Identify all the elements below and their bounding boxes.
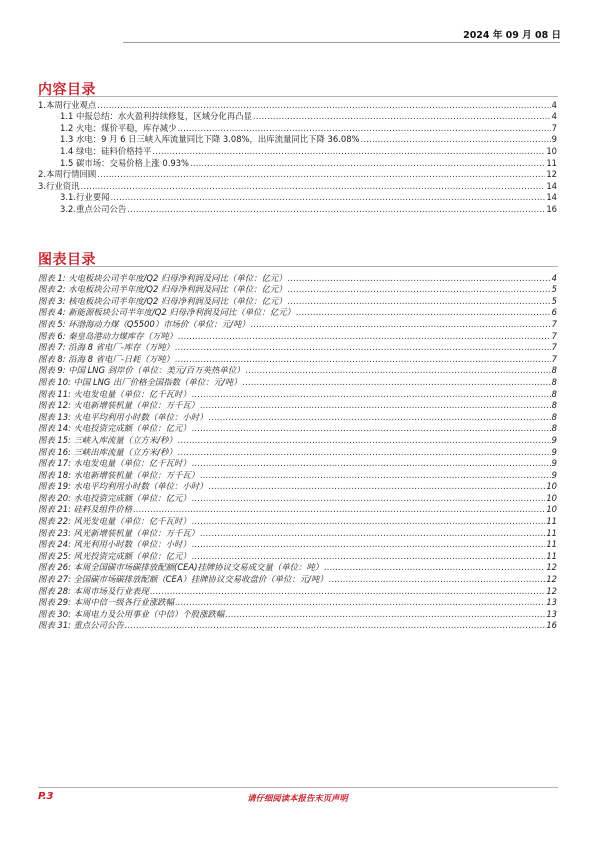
dot-leader [192, 458, 551, 469]
figure-entry-label: 图表 14: 火电投资完成额（单位：亿元） [38, 423, 191, 434]
figure-entry-label: 图表 10: 中国 LNG 出厂价格全国指数（单位：元/吨） [38, 376, 242, 387]
dot-leader [178, 435, 551, 446]
figure-entry-page: 5 [551, 284, 557, 295]
dot-leader [296, 307, 551, 318]
dot-leader [288, 284, 551, 295]
figure-entry[interactable] [38, 388, 557, 400]
figure-entry[interactable] [38, 353, 557, 365]
figure-entry-page: 11 [546, 539, 557, 550]
dot-leader [251, 319, 551, 330]
figure-entry-page: 11 [546, 550, 557, 561]
dot-leader [133, 504, 545, 515]
figure-entry-page: 13 [546, 608, 557, 619]
toc-entry-label: 1.5 碳市场：交易价格上涨 0.93% [60, 157, 189, 168]
toc-entry[interactable] [38, 180, 557, 192]
dot-leader [200, 528, 545, 539]
dot-leader [125, 620, 546, 631]
toc-entry-page: 9 [551, 134, 557, 145]
dot-leader [200, 470, 550, 481]
page-number: P.3 [38, 791, 54, 802]
figure-entry-label: 图表 1: 火电板块公司半年度/Q2 归母净利润及同比（单位：亿元） [38, 272, 287, 283]
figure-entry-label: 图表 16: 三峡出库流量（立方米/秒） [38, 446, 177, 457]
figure-entry-label: 图表 18: 水电新增装机量（单位：万千瓦） [38, 469, 200, 480]
figure-entry[interactable] [38, 330, 557, 342]
footer-disclaimer: 请仔细阅读本报告末页声明 [247, 793, 348, 803]
dot-leader [209, 412, 551, 423]
figure-entry[interactable] [38, 562, 557, 574]
dot-leader [150, 586, 545, 597]
figure-entry[interactable] [38, 573, 557, 585]
dot-leader [175, 354, 551, 365]
figure-entry-label: 图表 9: 中国 LNG 到岸价（单位：美元/百万英热单位） [38, 365, 245, 376]
dot-leader [192, 551, 546, 562]
toc-entry-label: 3.1.行业要闻 [60, 192, 110, 203]
dot-leader [97, 100, 550, 111]
toc-entry-label: 1.3 水电：9 月 6 日三峡入库流量同比下降 3.08%，出库流量同比下降 36.08% [60, 134, 360, 145]
figure-entry-page: 10 [546, 481, 557, 492]
dot-leader [127, 204, 545, 215]
dot-leader [192, 389, 551, 400]
figure-entry-page: 8 [551, 365, 557, 376]
dot-leader [324, 562, 545, 573]
figure-entry-page: 13 [546, 597, 557, 608]
figure-entry-page: 16 [546, 620, 557, 631]
figure-entry-page: 10 [546, 504, 557, 515]
figure-entry[interactable] [38, 284, 557, 296]
figure-entry-label: 图表 6: 秦皇岛港动力煤库存（万吨） [38, 330, 178, 341]
toc-entry[interactable] [38, 111, 557, 123]
figure-entry[interactable] [38, 423, 557, 435]
figure-entry-page: 7 [551, 318, 557, 329]
figure-entry[interactable] [38, 597, 557, 609]
figure-entry-label: 图表 2: 水电板块公司半年度/Q2 归母净利润及同比（单位：亿元） [38, 284, 287, 295]
figure-entry-label: 图表 20: 水电投资完成额（单位：亿元） [38, 492, 191, 503]
toc-entry-page: 7 [551, 122, 557, 133]
toc-entry-label: 3.行业资讯 [38, 180, 80, 191]
dot-leader [177, 123, 550, 134]
toc-entry-page: 16 [546, 203, 557, 214]
figure-entry-label: 图表 15: 三峡入库流量（立方米/秒） [38, 434, 177, 445]
figure-entry-page: 8 [551, 400, 557, 411]
dot-leader [243, 377, 551, 388]
dot-leader [192, 493, 546, 504]
figure-entry[interactable] [38, 608, 557, 620]
figure-entry-label: 图表 8: 沿海 8 省电厂-日耗（万吨） [38, 353, 175, 364]
figure-entry-page: 9 [551, 446, 557, 457]
figure-entry-page: 9 [551, 469, 557, 480]
dot-leader [110, 192, 545, 203]
toc-entry[interactable] [38, 157, 557, 169]
figure-entry-page: 10 [546, 492, 557, 503]
figure-entry-label: 图表 19: 水电平均利用小时数（单位：小时） [38, 481, 208, 492]
dot-leader [288, 273, 551, 284]
dot-leader [192, 423, 551, 434]
figure-entry-label: 图表 7: 沿海 8 省电厂-库存（万吨） [38, 342, 175, 353]
dot-leader [200, 400, 550, 411]
dot-leader [178, 331, 551, 342]
dot-leader [209, 481, 546, 492]
dot-leader [178, 447, 551, 458]
figure-entry-label: 图表 5: 环渤海动力煤（Q5500）市场价（单位：元/吨） [38, 318, 250, 329]
dot-leader [225, 609, 545, 620]
toc-entry-page: 10 [546, 145, 557, 156]
figure-entry[interactable] [38, 458, 557, 470]
figure-entry-label: 图表 25: 风光投资完成额（单位：亿元） [38, 550, 191, 561]
figure-entry[interactable] [38, 318, 557, 330]
figure-entry-label: 图表 22: 风光发电量（单位：亿千瓦时） [38, 516, 191, 527]
toc-entry[interactable] [38, 122, 557, 134]
toc-title-divider [38, 96, 558, 97]
figure-entry-page: 12 [546, 585, 557, 596]
toc-entry[interactable] [38, 169, 557, 181]
figure-entry-label: 图表 31: 重点公司公告 [38, 620, 124, 631]
toc-entry[interactable] [38, 99, 557, 111]
toc-entry[interactable] [38, 192, 557, 204]
toc-list [38, 99, 557, 215]
figure-entry-label: 图表 21: 硅料及组件价格 [38, 504, 133, 515]
header-divider [123, 42, 560, 43]
figure-entry-page: 8 [551, 388, 557, 399]
figure-entry-label: 图表 12: 火电新增装机量（单位：万千瓦） [38, 400, 200, 411]
figure-entry-label: 图表 27: 全国碳市场碳排放配额（CEA）挂牌协议交易收盘价（单位：元/吨） [38, 574, 328, 585]
toc-entry-page: 14 [546, 180, 557, 191]
dot-leader [97, 169, 545, 180]
figure-entry[interactable] [38, 504, 557, 516]
figure-entry-label: 图表 4: 新能源板块公司半年度/Q2 归母净利润及同比（单位：亿元） [38, 307, 296, 318]
figure-entry-label: 图表 23: 风光新增装机量（单位：万千瓦） [38, 527, 200, 538]
toc-entry-page: 14 [546, 192, 557, 203]
figure-entry[interactable] [38, 434, 557, 446]
figure-entry-page: 12 [546, 562, 557, 573]
figure-entry[interactable] [38, 365, 557, 377]
figure-entry[interactable] [38, 620, 557, 632]
dot-leader [175, 342, 551, 353]
dot-leader [192, 516, 546, 527]
figure-entry[interactable] [38, 272, 557, 284]
figure-entry[interactable] [38, 515, 557, 527]
figure-entry-page: 8 [551, 376, 557, 387]
figure-entry[interactable] [38, 295, 557, 307]
figure-entry-page: 12 [546, 574, 557, 585]
toc-entry-page: 11 [546, 157, 557, 168]
figure-entry-page: 8 [551, 423, 557, 434]
figure-entry-page: 11 [546, 516, 557, 527]
figures-list [38, 272, 557, 631]
figure-entry[interactable] [38, 481, 557, 493]
toc-entry-label: 1.4 绿电：硅料价格持平 [60, 145, 152, 156]
figure-entry[interactable] [38, 342, 557, 354]
figure-entry[interactable] [38, 376, 557, 388]
figure-entry[interactable] [38, 492, 557, 504]
figure-entry-label: 图表 30: 本周电力及公用事业（中信）个股涨跌幅 [38, 608, 225, 619]
figure-entry[interactable] [38, 585, 557, 597]
figure-entry-page: 7 [551, 342, 557, 353]
figure-entry[interactable] [38, 539, 557, 551]
toc-entry-label: 2.本周行情回顾 [38, 169, 97, 180]
toc-entry[interactable] [38, 203, 557, 215]
figure-entry-page: 8 [551, 411, 557, 422]
figure-entry-label: 图表 3: 核电板块公司半年度/Q2 归母净利润及同比（单位：亿元） [38, 295, 287, 306]
figure-entry-page: 9 [551, 458, 557, 469]
figure-entry-page: 7 [551, 330, 557, 341]
dot-leader [288, 296, 551, 307]
toc-entry-label: 3.2.重点公司公告 [60, 203, 127, 214]
figure-entry-label: 图表 11: 火电发电量（单位：亿千瓦时） [38, 388, 191, 399]
figure-entry[interactable] [38, 411, 557, 423]
toc-entry-label: 1.1 中报总结：水火盈利持续修复，区域分化再凸显 [60, 111, 252, 122]
figure-entry-label: 图表 26: 本周全国碳市场碳排放配额(CEA)挂牌协议交易成交量（单位：吨） [38, 562, 324, 573]
toc-entry-page: 4 [551, 99, 557, 110]
footer-divider [38, 787, 558, 788]
report-date: 2024 年 09 月 08 日 [463, 30, 561, 41]
figures-title-divider [38, 266, 558, 267]
figure-entry[interactable] [38, 550, 557, 562]
toc-entry[interactable] [38, 145, 557, 157]
toc-entry-page: 12 [546, 169, 557, 180]
toc-entry-page: 4 [551, 111, 557, 122]
figure-entry[interactable] [38, 400, 557, 412]
figure-entry[interactable] [38, 469, 557, 481]
figure-entry[interactable] [38, 307, 557, 319]
dot-leader [329, 574, 546, 585]
figure-entry[interactable] [38, 527, 557, 539]
figure-entry-page: 7 [551, 353, 557, 364]
dot-leader [175, 597, 545, 608]
figures-title: 图表目录 [38, 252, 96, 268]
toc-entry-label: 1.本周行业观点 [38, 99, 97, 110]
dot-leader [190, 158, 545, 169]
dot-leader [361, 134, 551, 145]
figure-entry-label: 图表 29: 本周中信一级各行业涨跌幅 [38, 597, 175, 608]
dot-leader [152, 146, 545, 157]
figure-entry[interactable] [38, 446, 557, 458]
toc-entry[interactable] [38, 134, 557, 146]
dot-leader [253, 111, 551, 122]
figure-entry-page: 4 [551, 272, 557, 283]
dot-leader [192, 539, 546, 550]
figure-entry-page: 6 [551, 307, 557, 318]
figure-entry-page: 9 [551, 434, 557, 445]
figure-entry-label: 图表 24: 风光利用小时数（单位：小时） [38, 539, 191, 550]
figure-entry-label: 图表 28: 本周市场及行业表现 [38, 585, 149, 596]
toc-entry-label: 1.2 火电：煤价平稳，库存减少 [60, 122, 177, 133]
figure-entry-label: 图表 17: 水电发电量（单位：亿千瓦时） [38, 458, 191, 469]
figure-entry-label: 图表 13: 火电平均利用小时数（单位：小时） [38, 411, 208, 422]
dot-leader [246, 365, 551, 376]
dot-leader [81, 181, 546, 192]
figure-entry-page: 11 [546, 527, 557, 538]
figure-entry-page: 5 [551, 295, 557, 306]
toc-title: 内容目录 [38, 82, 96, 98]
